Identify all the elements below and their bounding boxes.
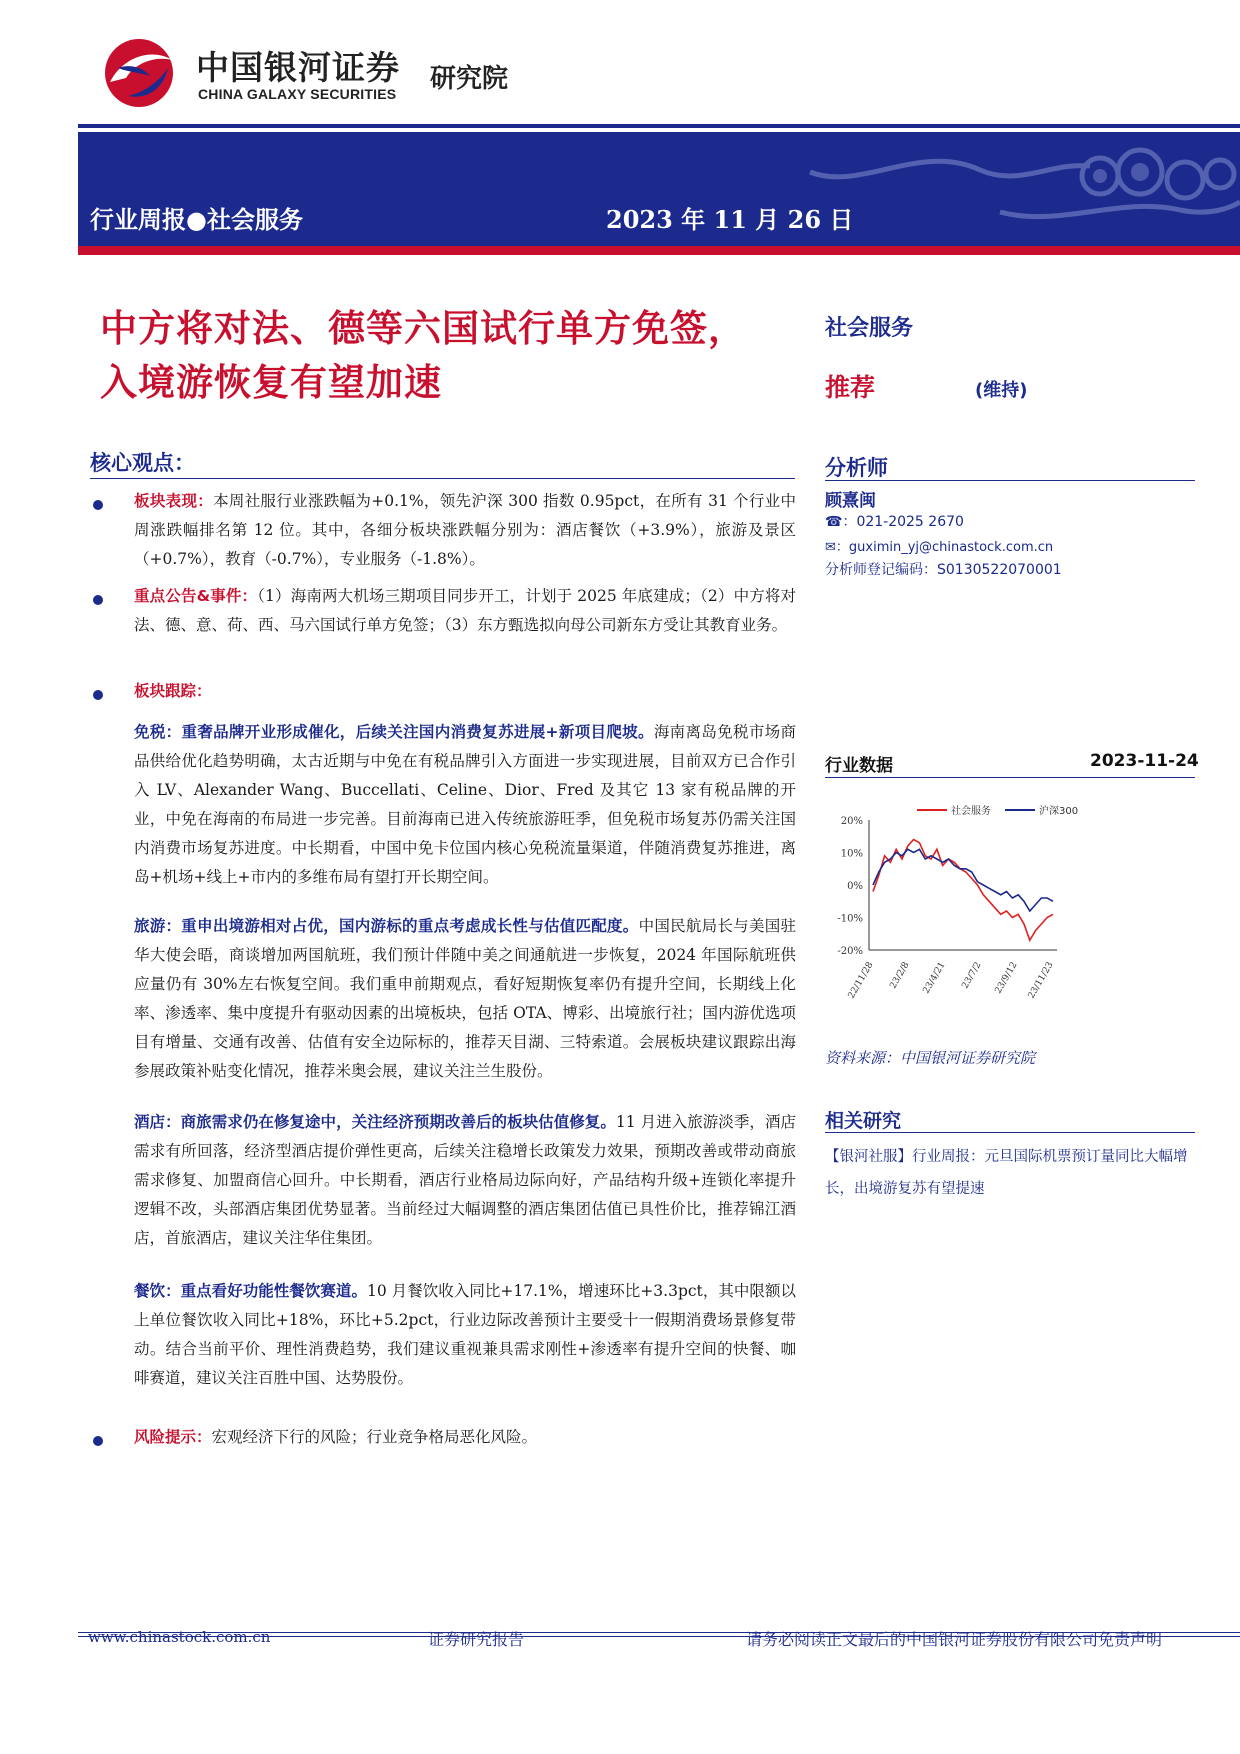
- chart-series-lines: [873, 840, 1053, 941]
- duty-free-paragraph: [134, 718, 796, 892]
- footer-report-label: 证券研究报告: [428, 1630, 525, 1649]
- chart-legend-label: 沪深300: [1039, 806, 1079, 817]
- analyst-phone: ☎：021-2025 2670: [825, 514, 964, 530]
- footer-disclaimer: 请务必阅读正文最后的中国银河证券股份有限公司免责声明: [746, 1630, 1163, 1649]
- sector-tracking-label: 板块跟踪：: [134, 682, 212, 700]
- analyst-divider: [825, 480, 1195, 481]
- catering-paragraph: [134, 1277, 796, 1393]
- sector-performance-text: 本周社服行业涨跌幅为+0.1%，领先沪深 300 指数 0.95pct，在所有 31 个行业中周涨跌幅排名第 12 位。其中，各细分板块涨跌幅分别为：酒店餐饮（+3.9%），旅游及景区（+0.7%），教育（-0.7%），专业服务（-1.8%）。: [134, 492, 796, 568]
- chart-y-tick-label: -20%: [837, 946, 863, 957]
- sector-tracking-paragraph: [134, 677, 796, 706]
- core-views-heading: 核心观点：: [90, 451, 195, 475]
- duty-free-text: 海南离岛免税市场商品供给优化趋势明确，太古近期与中免在有税品牌引入方面进一步实现进展，目前双方已合作引入 LV、Alexander Wang、Buccellati、Celine、Dior、Fred 及其它 13 家有税品牌的开业，中免在海南的布局进一步完善。目前海南已进入传统旅游旺季，但免税市场复苏仍需关注国内消费市场复苏进度。中长期看，中国中免卡位国内核心免税流量渠道，伴随消费复苏推进，离岛+机场+线上+市内的多维布局有望打开长期空间。: [134, 723, 796, 886]
- analyst-email[interactable]: ✉：guximin_yj@chinastock.com.cn: [825, 540, 1054, 555]
- cloud-decoration-icon: [800, 132, 1240, 246]
- report-date: 2023 年 11 月 26 日: [606, 205, 854, 234]
- related-divider: [825, 1132, 1195, 1133]
- company-logo-icon: [98, 38, 180, 108]
- chart-y-tick-label: -10%: [837, 913, 863, 925]
- chart-legend: [917, 804, 1078, 817]
- bullet-icon: [93, 500, 103, 510]
- catering-label: 餐饮：重点看好功能性餐饮赛道。: [134, 1282, 367, 1300]
- hotel-paragraph: [134, 1108, 796, 1253]
- catering-text: 10 月餐饮收入同比+17.1%，增速环比+3.3pct，其中限额以上单位餐饮收入同比+18%，环比+5.2pct，行业边际改善预计主要受十一假期消费场景修复带动。结合当前平价、理性消费趋势，我们建议重视兼具需求刚性+渗透率有提升空间的快餐、咖啡赛道，建议关注百胜中国、达势股份。: [134, 1282, 796, 1387]
- chart-x-tick-label: 23/2/8: [888, 960, 912, 991]
- logo-chinese-name: 中国银河证券: [196, 48, 400, 87]
- chart-x-tick-label: 23/4/21: [921, 960, 948, 996]
- tourism-paragraph: [134, 912, 796, 1086]
- key-events-paragraph: [134, 582, 796, 640]
- tourism-text: 中国民航局长与美国驻华大使会晤，商谈增加两国航班，我们预计伴随中美之间通航进一步恢复，2024 年国际航班供应量仍有 30%左右恢复空间。我们重申前期观点，看好短期恢复率仍有提升空间，长期线上化率、渗透率、集中度提升有驱动因素的出境板块，包括 OTA、博彩、出境旅行社；国内游优选项目有增量、交通有改善、估值有安全边际标的，推荐天目湖、三特索道。会展板块建议跟踪出海参展政策补贴变化情况，推荐米奥会展，建议关注兰生股份。: [134, 917, 796, 1080]
- chart-y-tick-label: 0%: [847, 881, 863, 892]
- chart-y-tick-label: 10%: [840, 848, 863, 860]
- chart-x-tick-label: 23/11/23: [1026, 960, 1056, 1001]
- banner-top-rule: [78, 124, 1240, 128]
- chart-source-note: 资料来源：中国银河证券研究院: [825, 1049, 1036, 1067]
- chart-y-tick-label: 20%: [840, 816, 863, 827]
- logo-english-name: CHINA GALAXY SECURITIES: [198, 86, 397, 102]
- footer-website-link[interactable]: www.chinastock.com.cn: [88, 1628, 271, 1646]
- key-events-label: 重点公告&事件：: [134, 587, 258, 605]
- chart-legend-label: 社会服务: [951, 806, 991, 817]
- banner-red-rule: [78, 246, 1240, 255]
- industry-divider: [825, 777, 1195, 778]
- sector-performance-paragraph: [134, 487, 796, 574]
- sector-name: 社会服务: [825, 316, 914, 341]
- analyst-heading: 分析师: [825, 456, 888, 480]
- risk-paragraph: [134, 1423, 796, 1452]
- chart-tick-labels: [837, 816, 1055, 1001]
- sector-performance-label: 板块表现：: [134, 492, 214, 510]
- key-events-text: （1）海南两大机场三期项目同步开工，计划于 2025 年底建成；（2）中方将对法、德、意、荷、西、马六国试行单方免签；（3）东方甄选拟向母公司新东方受让其教育业务。: [134, 587, 796, 634]
- bullet-icon: [93, 595, 103, 605]
- report-title-line1: 中方将对法、德等六国试行单方免签，: [100, 307, 746, 350]
- chart-axes: [869, 820, 1057, 950]
- analyst-registration: 分析师登记编码：S0130522070001: [825, 562, 1062, 578]
- report-type-label: 行业周报●社会服务: [90, 206, 303, 234]
- related-research-heading: 相关研究: [825, 1110, 902, 1132]
- institute-label: 研究院: [430, 64, 509, 94]
- chart-x-tick-label: 23/9/12: [993, 960, 1020, 996]
- core-divider: [90, 478, 795, 479]
- hotel-label: 酒店：商旅需求仍在修复途中，关注经济预期改善后的板块估值修复。: [134, 1113, 616, 1131]
- report-title-line2: 入境游恢复有望加速: [100, 361, 442, 404]
- tourism-label: 旅游：重申出境游相对占优，国内游标的重点考虑成长性与估值匹配度。: [134, 917, 639, 935]
- rating-label: 推荐: [825, 373, 876, 402]
- bullet-icon: [93, 690, 103, 700]
- duty-free-label: 免税：重奢品牌开业形成催化，后续关注国内消费复苏进展+新项目爬坡。: [134, 723, 654, 741]
- hotel-text: 11 月进入旅游淡季，酒店需求有所回落，经济型酒店提价弹性更高，后续关注稳增长政策发力效果，预期改善或带动商旅需求修复、加盟商信心回升。中长期看，酒店行业格局边际向好，产品结构升级+连锁化率提升逻辑不改，头部酒店集团优势显著。当前经过大幅调整的酒店集团估值已具性价比，推荐锦江酒店，首旅酒店，建议关注华住集团。: [134, 1113, 796, 1247]
- related-research-link[interactable]: 【银河社服】行业周报：元旦国际机票预订量同比大幅增长，出境游复苏有望提速: [825, 1149, 1188, 1197]
- rating-note: (维持): [975, 380, 1028, 401]
- industry-data-heading: 行业数据: [825, 756, 893, 776]
- chart-series-line: [873, 849, 1053, 911]
- risk-text: 宏观经济下行的风险；行业竞争格局恶化风险。: [211, 1428, 538, 1446]
- analyst-name: 顾熹闽: [825, 491, 876, 511]
- industry-line-chart: [825, 800, 1195, 1020]
- chart-x-tick-label: 23/7/2: [960, 960, 984, 991]
- risk-label: 风险提示：: [134, 1428, 212, 1446]
- industry-data-date: 2023-11-24: [1090, 751, 1199, 771]
- bullet-icon: [93, 1436, 103, 1446]
- chart-x-tick-label: 22/11/28: [846, 960, 876, 1001]
